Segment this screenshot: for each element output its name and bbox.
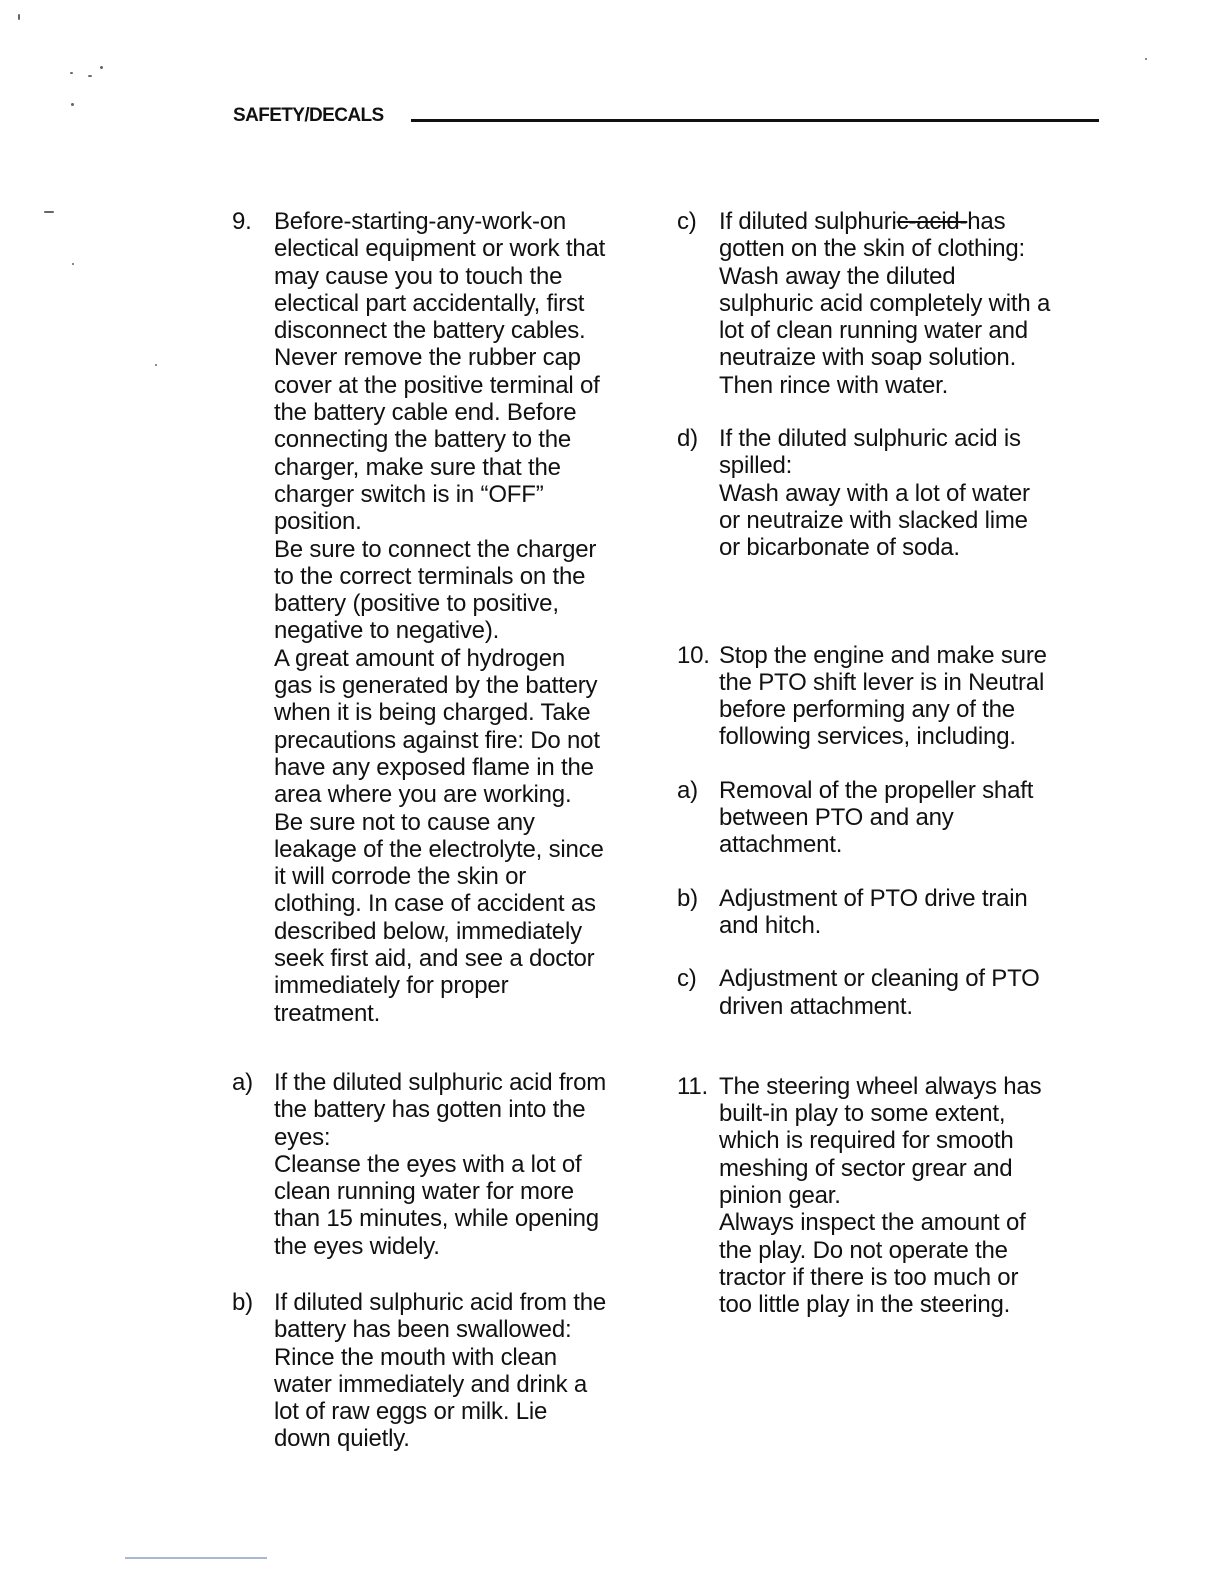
text-line: If the diluted sulphuric acid from: [274, 1068, 607, 1096]
item-marker: c): [677, 208, 697, 235]
text-line: Never remove the rubber cap: [274, 344, 581, 372]
struck-text: c-acid-: [896, 208, 968, 235]
text-line: battery has been swallowed:: [274, 1316, 572, 1344]
left-column: [232, 208, 662, 1453]
item-a-eyes: [232, 1069, 662, 1260]
item-9: [232, 208, 662, 1027]
text-line: A great amount of hydrogen: [274, 644, 566, 672]
text-line: Rince the mouth with clean: [274, 1343, 557, 1371]
item-marker: 11.: [677, 1072, 708, 1100]
text-line: Then rince with water.: [719, 371, 949, 399]
text-line: attachment.: [719, 831, 843, 859]
text-line: treatment.: [274, 999, 381, 1027]
text-line: clothing. In case of accident as: [274, 890, 596, 918]
text-line: built-in play to some extent,: [719, 1100, 1006, 1128]
item-11: [677, 1073, 1107, 1319]
item-marker: c): [677, 965, 697, 993]
text-line: disconnect the battery cables.: [274, 317, 586, 345]
text-line: leakage of the electrolyte, since: [274, 835, 604, 863]
text-line: Before-starting-any-work-on: [274, 208, 567, 235]
text-line: which is required for smooth: [719, 1127, 1014, 1155]
item-marker: b): [232, 1288, 253, 1316]
item-marker: 10.: [677, 641, 710, 669]
item-marker: a): [677, 776, 698, 804]
text-line: Cleanse the eyes with a lot of: [274, 1150, 582, 1178]
text-line: area where you are working.: [274, 781, 572, 809]
text-fragment: If diluted sulphuri: [719, 208, 897, 235]
text-line: connecting the battery to the: [274, 426, 572, 454]
text-line: charger, make sure that the: [274, 453, 561, 481]
text-line: negative to negative).: [274, 617, 500, 645]
item-c-skin: [677, 208, 1107, 399]
text-line: driven attachment.: [719, 992, 913, 1020]
text-line: Stop the engine and make sure: [719, 641, 1047, 669]
text-line: electical equipment or work that: [274, 235, 606, 263]
text-line: lot of clean running water and: [719, 317, 1028, 345]
text-line: Removal of the propeller shaft: [719, 776, 1034, 804]
text-line: have any exposed flame in the: [274, 753, 594, 781]
text-line: before performing any of the: [719, 696, 1015, 724]
text-line: the eyes widely.: [274, 1232, 440, 1260]
text-line: Adjustment or cleaning of PTO: [719, 965, 1040, 993]
text-line: the battery cable end. Before: [274, 399, 577, 427]
item-10a: [677, 777, 1107, 859]
text-line: too little play in the steering.: [719, 1291, 1011, 1319]
text-line: or bicarbonate of soda.: [719, 534, 960, 562]
item-b-swallowed: [232, 1289, 662, 1453]
text-line: If the diluted sulphuric acid is: [719, 425, 1021, 453]
text-line: sulphuric acid completely with a: [719, 289, 1051, 317]
text-line-struck: [719, 208, 1107, 235]
text-line: position.: [274, 508, 362, 536]
text-line: precautions against fire: Do not: [274, 726, 600, 754]
text-line: clean running water for more: [274, 1178, 574, 1206]
text-line: water immediately and drink a: [274, 1370, 588, 1398]
text-line: Wash away the diluted: [719, 262, 956, 290]
text-line: electical part accidentally, first: [274, 289, 585, 317]
text-line: The steering wheel always has: [719, 1072, 1042, 1100]
text-line: charger switch is in “OFF”: [274, 480, 544, 508]
text-line: battery (positive to positive,: [274, 590, 559, 618]
text-line: cover at the positive terminal of: [274, 371, 600, 399]
header-rule: [411, 119, 1099, 122]
footer-rule: [125, 1557, 267, 1559]
text-line: Always inspect the amount of: [719, 1209, 1026, 1237]
text-line: the PTO shift lever is in Neutral: [719, 668, 1045, 696]
text-line: it will corrode the skin or: [274, 863, 527, 891]
text-line: following services, including.: [719, 723, 1016, 751]
text-line: meshing of sector grear and: [719, 1154, 1013, 1182]
item-d-spilled: [677, 425, 1107, 561]
text-line: Adjustment of PTO drive train: [719, 884, 1028, 912]
text-line: lot of raw eggs or milk. Lie: [274, 1398, 548, 1426]
text-fragment: has: [967, 208, 1006, 235]
text-line: described below, immediately: [274, 917, 582, 945]
item-marker: a): [232, 1068, 253, 1096]
right-column: [677, 208, 1107, 1319]
item-10: [677, 642, 1107, 751]
text-line: than 15 minutes, while opening: [274, 1205, 599, 1233]
text-line: between PTO and any: [719, 804, 954, 832]
text-line: down quietly.: [274, 1425, 410, 1453]
text-line: gotten on the skin of clothing:: [719, 235, 1026, 263]
text-line: eyes:: [274, 1123, 331, 1151]
page-header: [233, 104, 1099, 128]
text-line: tractor if there is too much or: [719, 1263, 1019, 1291]
text-line: gas is generated by the battery: [274, 672, 598, 700]
text-line: spilled:: [719, 452, 793, 480]
text-line: immediately for proper: [274, 972, 509, 1000]
item-marker: d): [677, 425, 698, 453]
item-marker: 9.: [232, 208, 252, 235]
text-line: may cause you to touch the: [274, 262, 563, 290]
item-10b: [677, 885, 1107, 940]
text-line: Be sure to connect the charger: [274, 535, 597, 563]
text-line: Wash away with a lot of water: [719, 479, 1030, 507]
text-line: and hitch.: [719, 911, 822, 939]
text-line: the battery has gotten into the: [274, 1096, 586, 1124]
section-label: SAFETY/DECALS: [233, 105, 384, 126]
item-10c: [677, 965, 1107, 1020]
item-marker: b): [677, 884, 698, 912]
text-line: seek first aid, and see a doctor: [274, 945, 595, 973]
text-line: pinion gear.: [719, 1182, 841, 1210]
text-line: when it is being charged. Take: [274, 699, 591, 727]
text-line: Be sure not to cause any: [274, 808, 535, 836]
text-line: to the correct terminals on the: [274, 562, 586, 590]
text-line: or neutraize with slacked lime: [719, 506, 1028, 534]
text-line: the play. Do not operate the: [719, 1236, 1008, 1264]
text-line: If diluted sulphuric acid from the: [274, 1288, 607, 1316]
text-line: neutraize with soap solution.: [719, 344, 1017, 372]
